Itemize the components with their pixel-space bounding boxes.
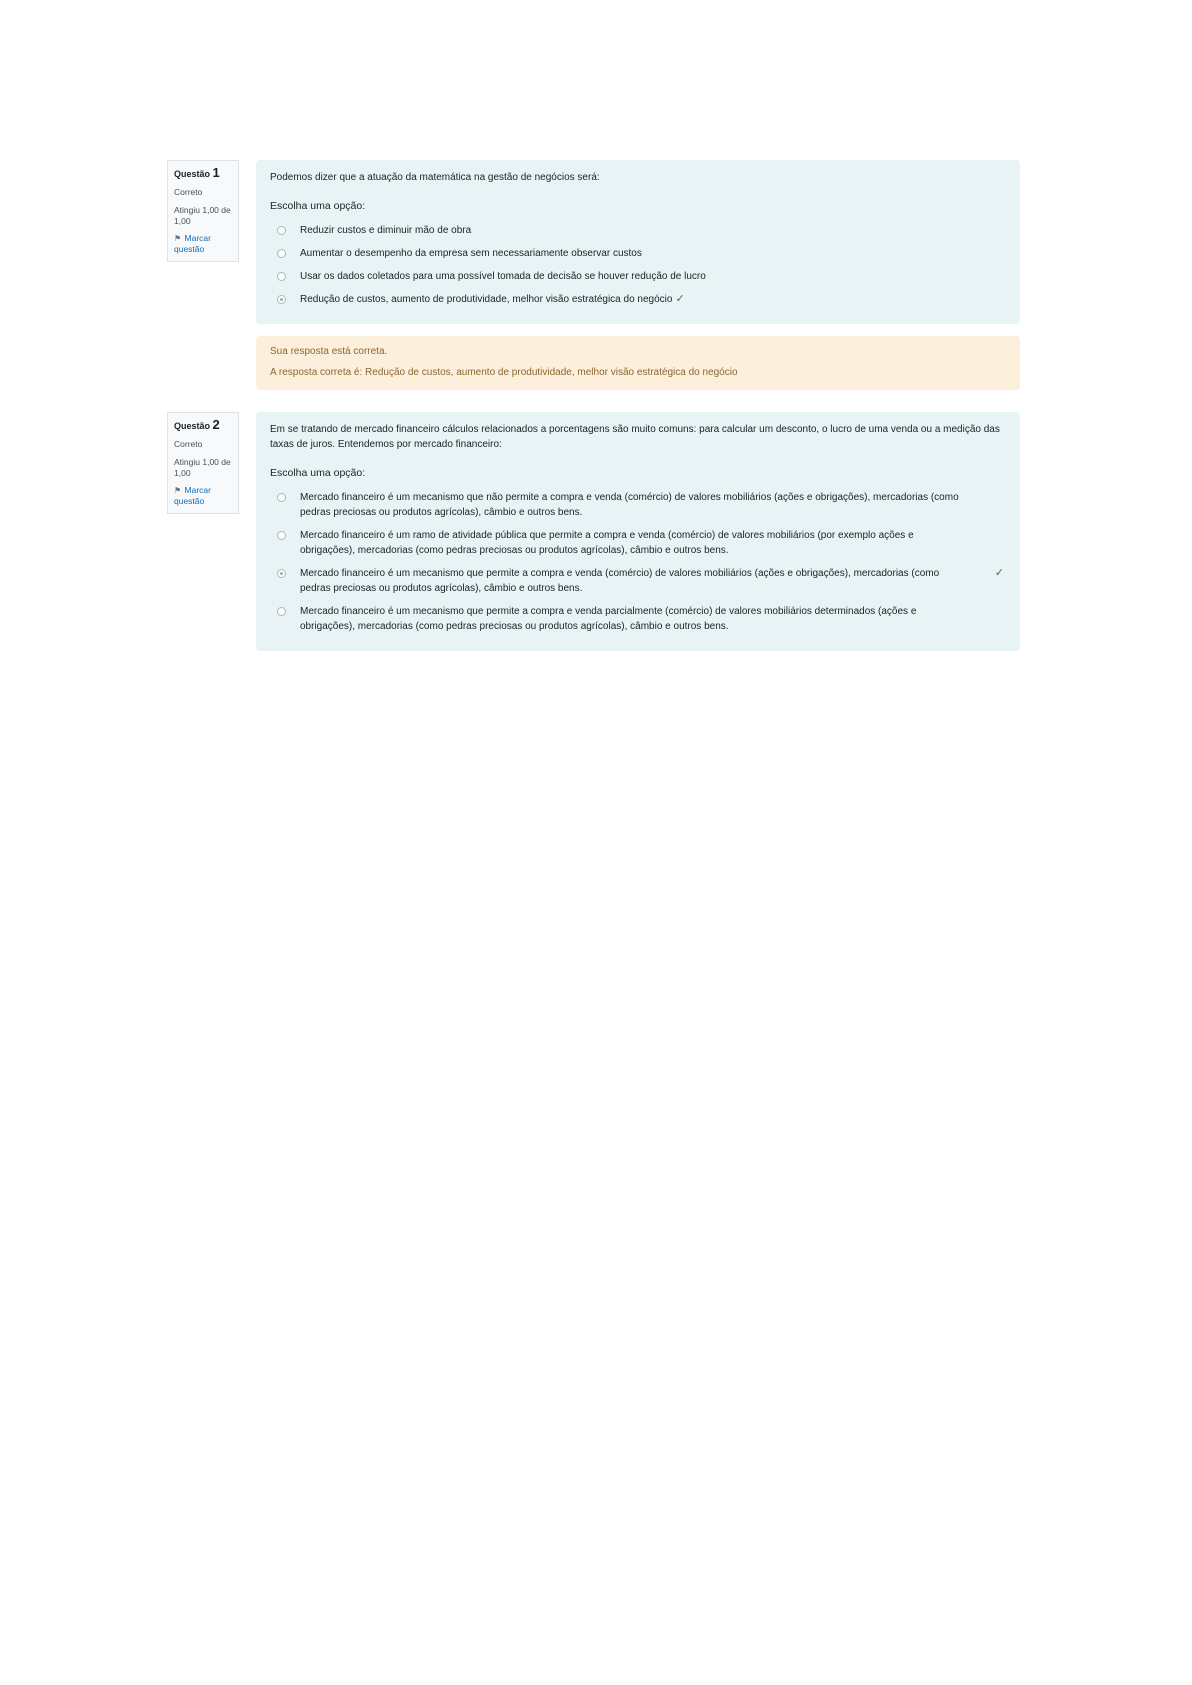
question-text: Em se tratando de mercado financeiro cálculos relacionados a porcentagens são muito comuns: para calcular um desconto, o lucro de uma venda ou a medição das taxas de juros. Entendemos por mercado financeiro: — [270, 424, 1000, 450]
radio-button-checked[interactable] — [277, 569, 286, 578]
flag-question-link[interactable]: ⚑ Marcar questão — [174, 485, 211, 506]
answer-label: Mercado financeiro é um mecanismo que permite a compra e venda (comércio) de valores mobiliários (ações e obrigações), mercadorias (como pedras preciosas ou produtos agrícolas), câmbio e outros bens. — [300, 568, 940, 594]
answer-label: Aumentar o desempenho da empresa sem necessariamente observar custos — [300, 248, 642, 259]
answer-label: Reduzir custos e diminuir mão de obra — [300, 225, 472, 236]
question-content — [256, 160, 1020, 390]
answer-option[interactable] — [270, 601, 1006, 639]
feedback-box — [256, 336, 1020, 390]
question-info — [167, 160, 239, 262]
question-state: Correto — [174, 187, 203, 197]
radio-button[interactable] — [277, 493, 286, 502]
radio-button[interactable] — [277, 226, 286, 235]
question-grade: Atingiu 1,00 de 1,00 — [174, 457, 231, 478]
radio-button-checked[interactable] — [277, 295, 286, 304]
question-content — [256, 412, 1020, 651]
question-number: Questão 2 — [174, 417, 220, 432]
right-answer: A resposta correta é: Redução de custos, aumento de produtividade, melhor visão estratégica do negócio — [270, 367, 738, 378]
answer-prompt: Escolha uma opção: — [270, 200, 366, 212]
radio-button[interactable] — [277, 531, 286, 540]
answer-option[interactable] — [270, 220, 1006, 243]
check-icon: ✓ — [994, 567, 1004, 579]
question-state: Correto — [174, 439, 203, 449]
answer-option-selected[interactable] — [270, 563, 1006, 601]
answer-option[interactable] — [270, 243, 1006, 266]
radio-button[interactable] — [277, 249, 286, 258]
check-icon: ✓ — [675, 293, 685, 305]
answer-label: Usar os dados coletados para uma possível tomada de decisão se houver redução de lucro — [300, 271, 706, 282]
question-formulation — [256, 160, 1020, 324]
flag-icon: ⚑ — [174, 234, 182, 243]
answer-options — [270, 487, 1006, 639]
radio-button[interactable] — [277, 607, 286, 616]
flag-question-link[interactable]: ⚑ Marcar questão — [174, 233, 211, 254]
question-grade: Atingiu 1,00 de 1,00 — [174, 205, 231, 226]
answer-label: Mercado financeiro é um mecanismo que não permite a compra e venda (comércio) de valores mobiliários (ações e obrigações), mercadorias (como pedras preciosas ou produtos agrícolas), câmbio e outros bens. — [300, 492, 959, 518]
answer-option-selected[interactable] — [270, 289, 1006, 312]
radio-button[interactable] — [277, 272, 286, 281]
answer-options — [270, 220, 1006, 312]
general-feedback: Sua resposta está correta. — [270, 346, 388, 357]
answer-option[interactable] — [270, 487, 1006, 525]
answer-label: Redução de custos, aumento de produtividade, melhor visão estratégica do negócio ✓ — [300, 293, 685, 305]
answer-prompt: Escolha uma opção: — [270, 467, 366, 479]
question-info — [167, 412, 239, 514]
answer-label: Mercado financeiro é um mecanismo que permite a compra e venda parcialmente (comércio) de valores mobiliários determinados (ações e obrigações), mercadorias (como pedras preciosas ou produtos agrícolas), câmbio e outros bens. — [300, 606, 917, 632]
question-text: Podemos dizer que a atuação da matemática na gestão de negócios será: — [270, 172, 600, 183]
answer-label: Mercado financeiro é um ramo de atividade pública que permite a compra e venda (comércio) de valores mobiliários (por exemplo ações e obrigações), mercadorias (como pedras preciosas ou produtos agrícolas), câmbio e outros bens. — [300, 530, 914, 556]
question-formulation — [256, 412, 1020, 651]
answer-option[interactable] — [270, 266, 1006, 289]
question-number: Questão 1 — [174, 165, 220, 180]
flag-icon: ⚑ — [174, 486, 182, 495]
answer-option[interactable] — [270, 525, 1006, 563]
